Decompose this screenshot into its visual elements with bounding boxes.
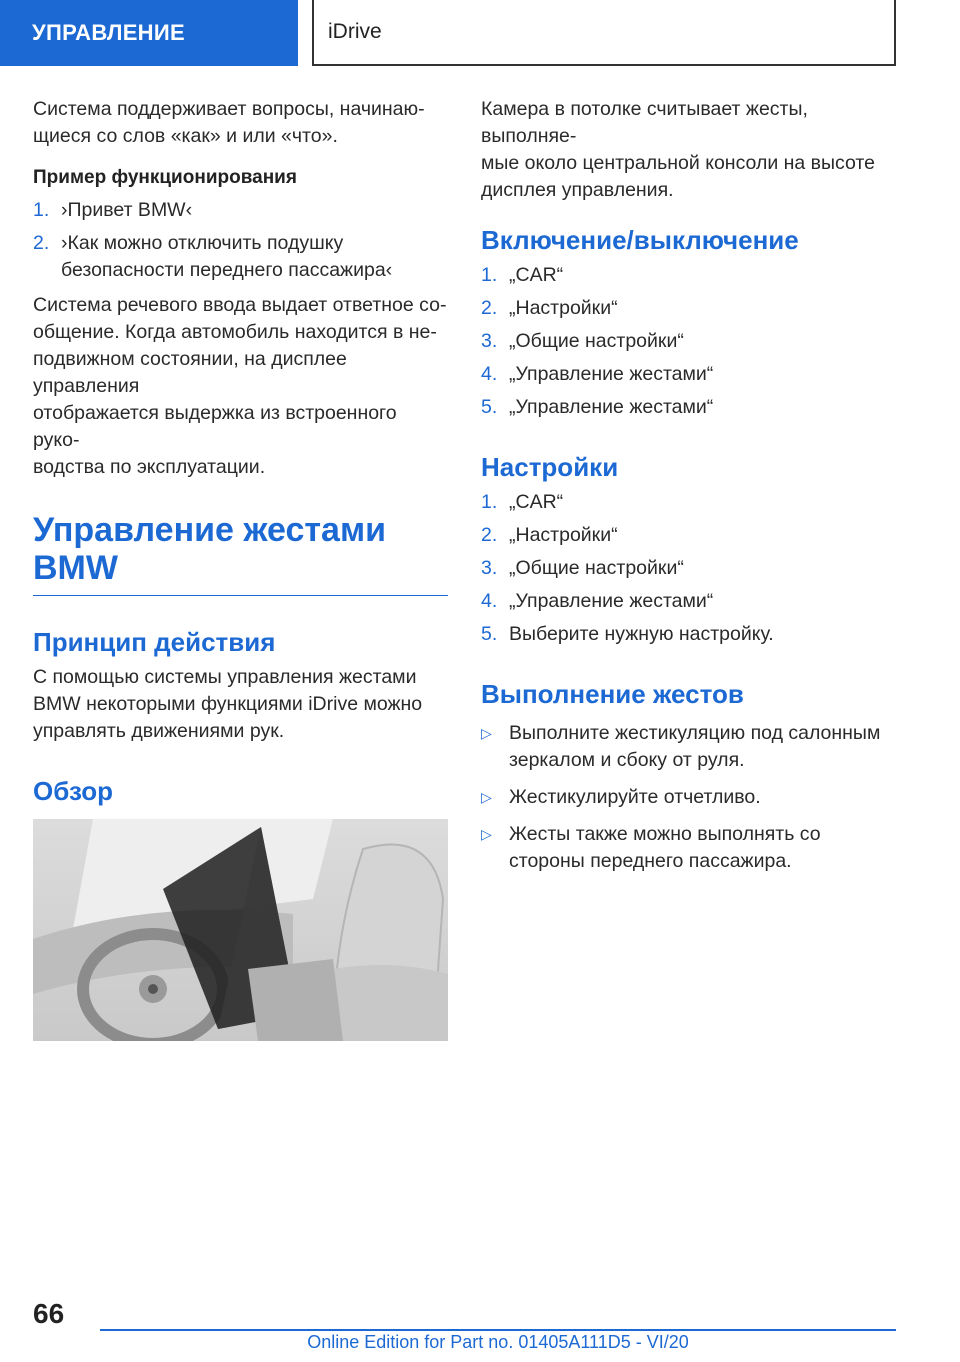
list-item: [481, 784, 901, 811]
left-column: [33, 96, 448, 1041]
list-text: „CAR“: [509, 491, 564, 513]
principle-paragraph: С помощью системы управления жестами BMW некоторыми функциями iDrive можно управлять движениями рук.: [33, 666, 423, 742]
list-item: [481, 394, 901, 421]
list-text: „Общие настройки“: [509, 330, 684, 352]
settings-heading: Настройки: [481, 452, 619, 482]
right-column: [481, 96, 901, 875]
list-text: Выберите нужную настройку.: [509, 623, 774, 645]
list-item: [33, 197, 448, 224]
list-text: „Управление жестами“: [509, 590, 714, 612]
list-item: [481, 720, 901, 774]
list-number: 3.: [481, 330, 498, 352]
list-number: 1.: [33, 199, 50, 221]
list-number: 2.: [481, 524, 498, 546]
list-item: [481, 821, 901, 875]
list-text: ›Как можно отключить подушку безопасности переднего пассажира‹: [61, 232, 393, 281]
list-item: [481, 522, 901, 549]
onoff-list: [481, 262, 901, 421]
settings-list: [481, 489, 901, 648]
example-list: [33, 197, 448, 284]
list-number: 5.: [481, 396, 498, 418]
list-number: 1.: [481, 491, 498, 513]
section-header: iDrive: [312, 0, 896, 66]
list-item: [481, 295, 901, 322]
triangle-bullet-icon: ▷: [481, 789, 492, 805]
principle-heading: Принцип действия: [33, 627, 276, 657]
car-interior-image: [33, 819, 448, 1041]
list-item: [481, 621, 901, 648]
intro-paragraph: Система поддерживает вопросы, начинаю- щиеся со слов «как» и или «что».: [33, 98, 425, 147]
list-text: ›Привет BMW‹: [61, 199, 193, 221]
list-text: „CAR“: [509, 264, 564, 286]
list-text: „Управление жестами“: [509, 363, 714, 385]
list-number: 5.: [481, 623, 498, 645]
list-text: „Управление жестами“: [509, 396, 714, 418]
example-subheading: Пример функционирования: [33, 167, 297, 188]
list-item: [481, 361, 901, 388]
list-text: „Настройки“: [509, 524, 618, 546]
list-text: Жесты также можно выполнять со стороны переднего пассажира.: [509, 823, 821, 872]
list-text: Жестикулируйте отчетливо.: [509, 786, 761, 808]
list-item: [481, 555, 901, 582]
page-number: 66: [33, 1298, 65, 1329]
list-item: [481, 489, 901, 516]
list-number: 3.: [481, 557, 498, 579]
gestures-list: [481, 720, 901, 875]
triangle-bullet-icon: ▷: [481, 725, 492, 741]
list-number: 1.: [481, 264, 498, 286]
list-item: [481, 588, 901, 615]
list-number: 2.: [481, 297, 498, 319]
onoff-heading: Включение/выключение: [481, 225, 799, 255]
list-text: „Настройки“: [509, 297, 618, 319]
gestures-heading: Выполнение жестов: [481, 679, 744, 709]
list-number: 4.: [481, 590, 498, 612]
reply-paragraph: Система речевого ввода выдает ответное со- общение. Когда автомобиль находится в не- подвижном состоянии, на дисплее управления отображается выдержка из встроенного руко- водства по эксплуатации.: [33, 294, 447, 478]
overview-heading: Обзор: [33, 776, 113, 806]
list-item: [481, 328, 901, 355]
list-number: 2.: [33, 232, 50, 254]
edition-link[interactable]: Online Edition for Part no. 01405A111D5 - VI/20: [307, 1332, 689, 1352]
car-interior-illustration: [33, 819, 448, 1041]
camera-paragraph: Камера в потолке считывает жесты, выполняе- мые около центральной консоли на высоте дисплея управления.: [481, 98, 875, 201]
triangle-bullet-icon: ▷: [481, 826, 492, 842]
list-item: [481, 262, 901, 289]
list-item: [33, 230, 448, 284]
chapter-tab: УПРАВЛЕНИЕ: [0, 0, 298, 66]
list-number: 4.: [481, 363, 498, 385]
footer-divider: [100, 1329, 896, 1331]
main-heading: Управление жестами BMW: [33, 511, 448, 596]
list-text: „Общие настройки“: [509, 557, 684, 579]
list-text: Выполните жестикуляцию под салонным зеркалом и сбоку от руля.: [509, 722, 881, 771]
